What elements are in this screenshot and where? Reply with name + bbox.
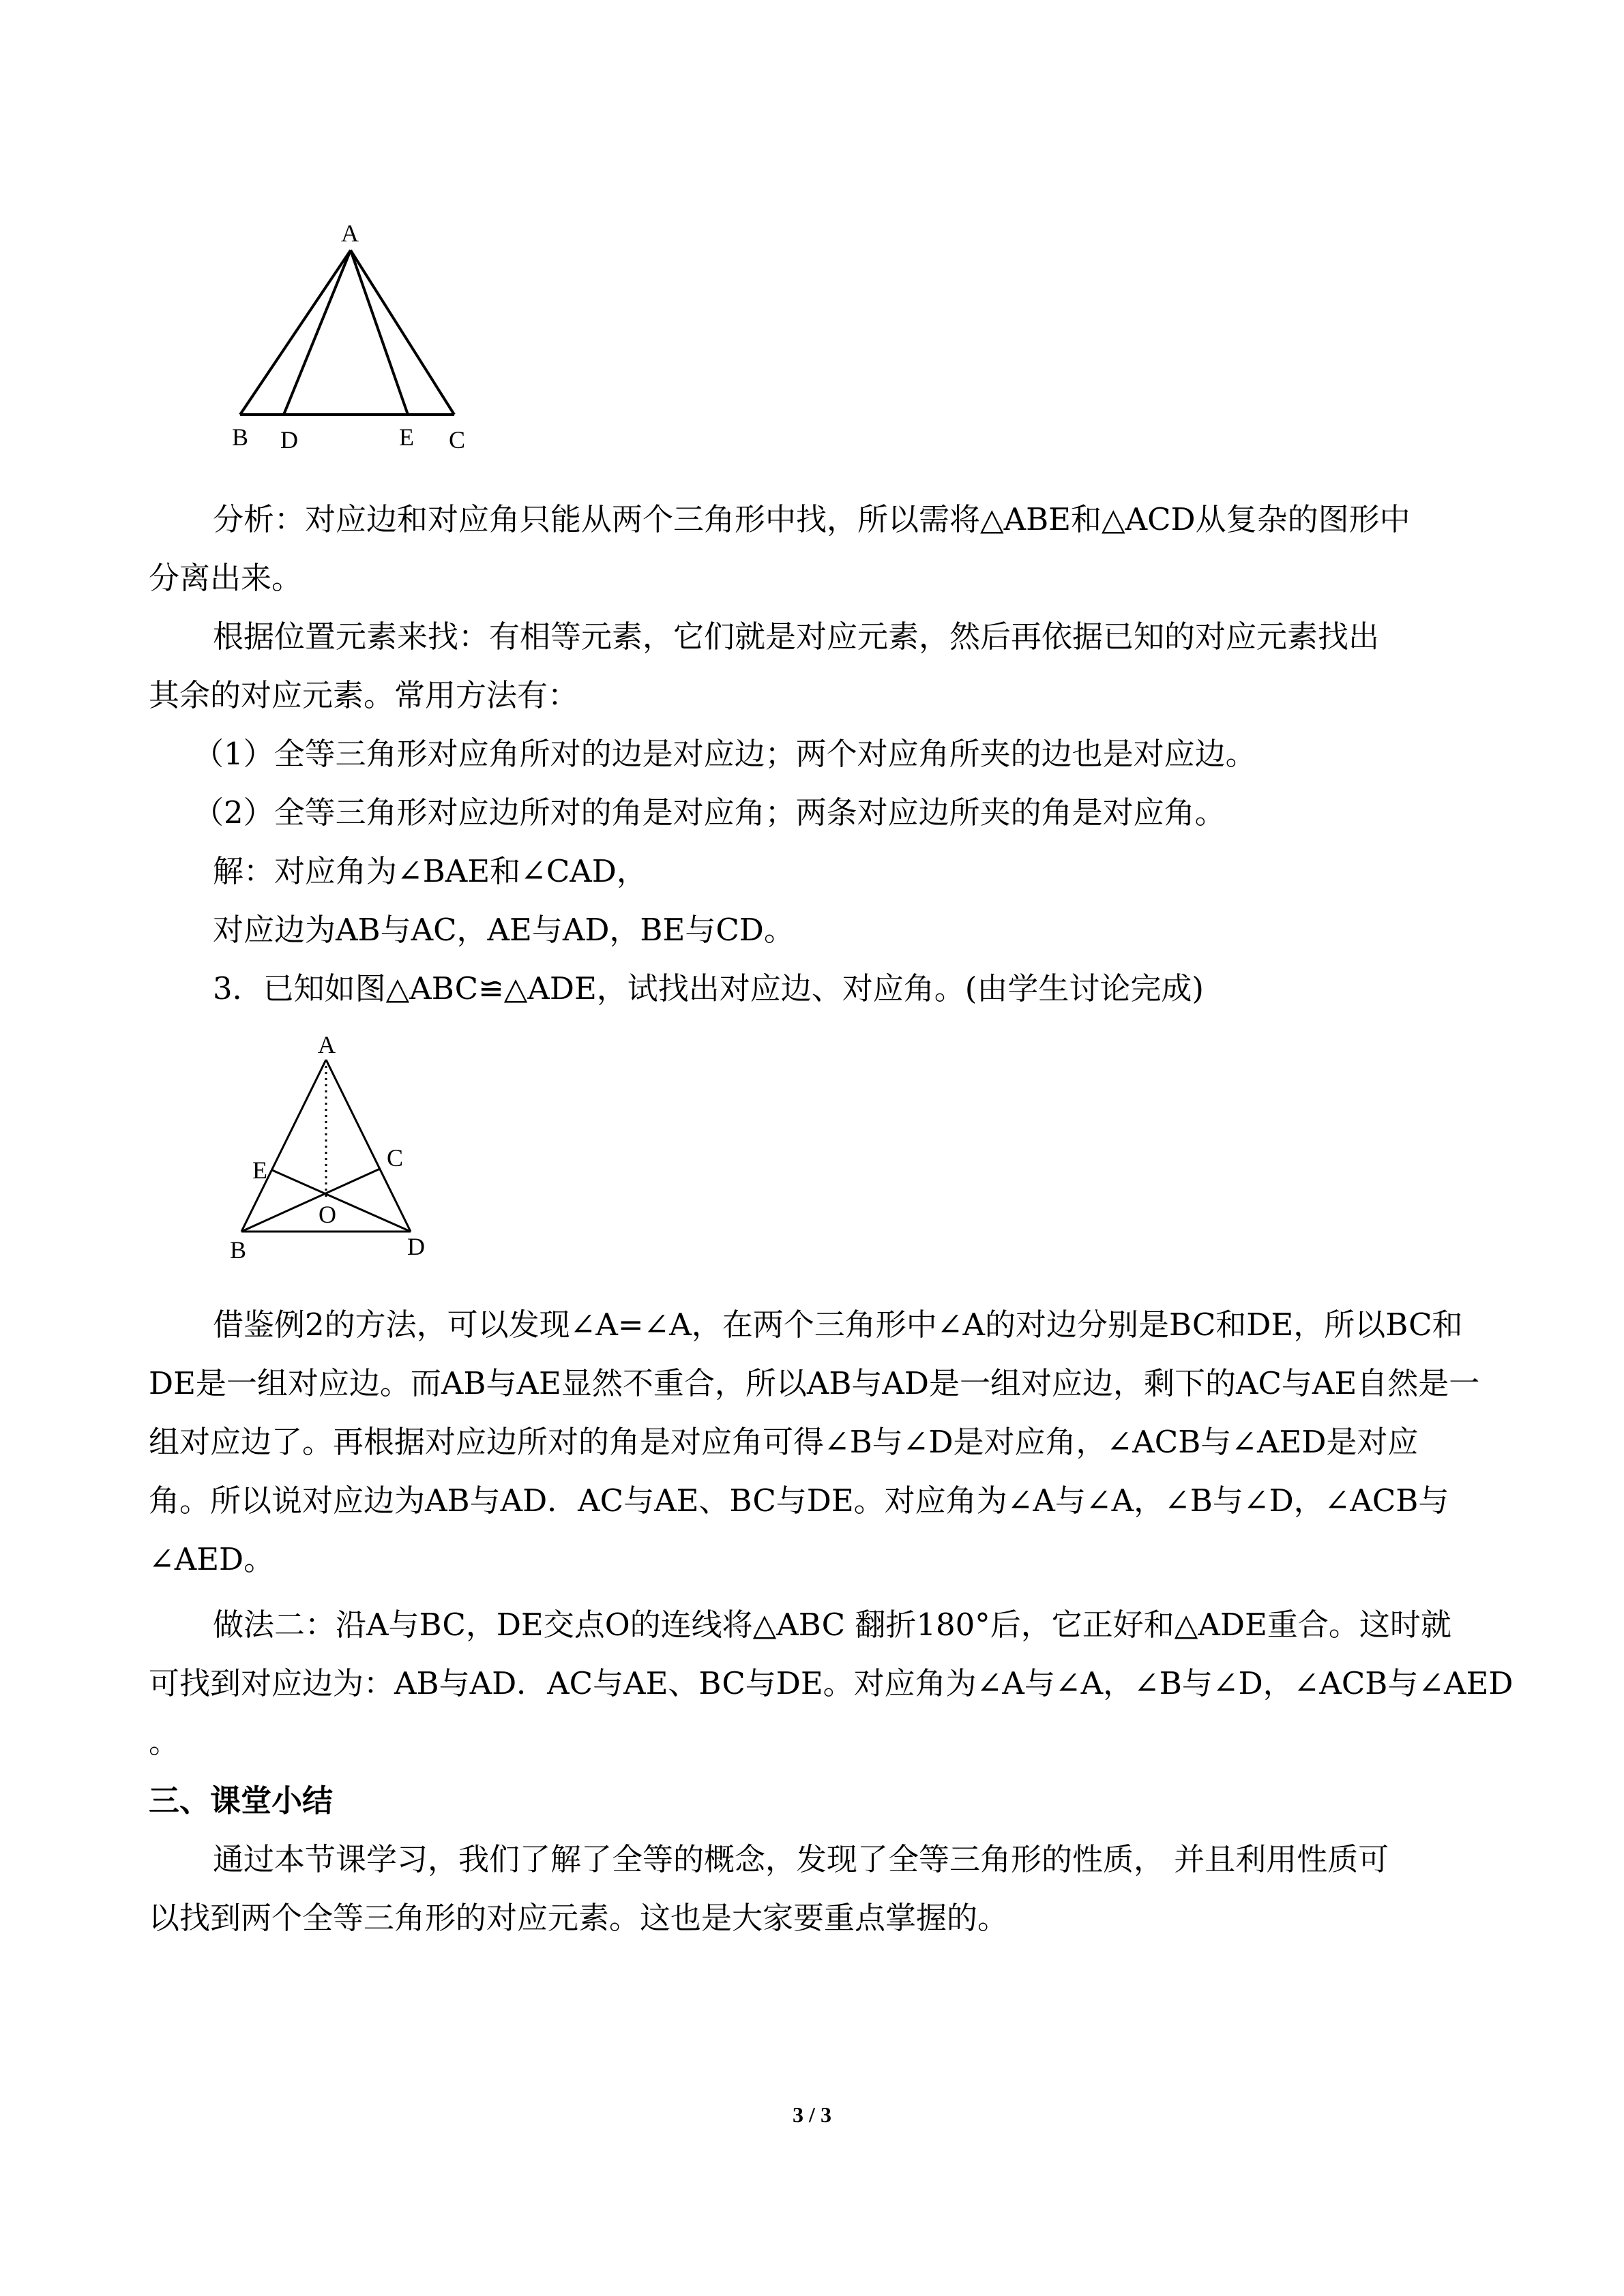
label-C: C (387, 1144, 404, 1172)
label-O: O (319, 1201, 336, 1228)
label-C: C (449, 426, 466, 453)
triangle-figure-1 (225, 211, 498, 464)
solution-line1: 解：对应角为∠BAE和∠CAD， (213, 853, 647, 889)
paragraph-method2-line1: 做法二：沿A与BC，DE交点O的连线将△ABC 翻折180°后，它正好和△ADE重合。这时就 (213, 1607, 1451, 1643)
segment-AE (351, 250, 408, 415)
label-A: A (318, 1031, 336, 1058)
paragraph-analysis-line1: 分析：对应边和对应角只能从两个三角形中找，所以需将△ABE和△ACD从复杂的图形中 (213, 501, 1411, 537)
paragraph-analysis3-line2: DE是一组对应边。而AB与AE显然不重合，所以AB与AD是一组对应边，剩下的AC与AE自然是一 (149, 1365, 1480, 1401)
section-heading-summary: 三、课堂小结 (149, 1783, 334, 1819)
solution-line2: 对应边为AB与AC，AE与AD，BE与CD。 (213, 912, 795, 948)
paragraph-analysis-line2: 分离出来。 (149, 560, 303, 596)
triangle-figure-2 (225, 1030, 450, 1268)
label-A: A (341, 220, 359, 247)
summary-line1: 通过本节课学习，我们了解了全等的概念，发现了全等三角形的性质， 并且利用性质可 (213, 1841, 1389, 1877)
paragraph-analysis3-line5: ∠AED。 (149, 1541, 275, 1577)
label-D: D (407, 1233, 425, 1260)
segment-AB (241, 1060, 326, 1232)
segment-AC (351, 250, 454, 415)
paragraph-method2-line2: 可找到对应边为：AB与AD．AC与AE、BC与DE。对应角为∠A与∠A，∠B与∠D，∠ACB与∠AED (149, 1665, 1514, 1701)
label-E: E (252, 1157, 267, 1184)
method-item-2: （2）全等三角形对应边所对的角是对应角；两条对应边所夹的角是对应角。 (193, 794, 1226, 831)
paragraph-method2-line3: 。 (149, 1724, 180, 1760)
paragraph-analysis3-line1: 借鉴例2的方法，可以发现∠A=∠A，在两个三角形中∠A的对边分别是BC和DE，所以BC和 (213, 1307, 1463, 1343)
method-item-1: （1）全等三角形对应角所对的边是对应边；两个对应角所夹的边也是对应边。 (193, 736, 1256, 772)
label-E: E (399, 423, 414, 451)
segment-DE (272, 1170, 411, 1232)
paragraph-method-line1: 根据位置元素来找：有相等元素，它们就是对应元素，然后再依据已知的对应元素找出 (213, 618, 1380, 655)
label-D: D (280, 426, 298, 453)
question-3: 3．已知如图△ABC≌△ADE，试找出对应边、对应角。(由学生讨论完成) (213, 970, 1204, 1007)
label-B: B (230, 1236, 247, 1264)
label-B: B (232, 423, 249, 451)
summary-line2: 以找到两个全等三角形的对应元素。这也是大家要重点掌握的。 (149, 1900, 1009, 1936)
segment-AB (240, 250, 351, 415)
paragraph-method-line2: 其余的对应元素。常用方法有： (149, 677, 579, 713)
page-number: 3 / 3 (793, 2102, 831, 2127)
paragraph-analysis3-line3: 组对应边了。再根据对应边所对的角是对应角可得∠B与∠D是对应角，∠ACB与∠AED是对应 (149, 1424, 1419, 1460)
paragraph-analysis3-line4: 角。所以说对应边为AB与AD．AC与AE、BC与DE。对应角为∠A与∠A，∠B与∠D，∠ACB与 (149, 1482, 1449, 1519)
